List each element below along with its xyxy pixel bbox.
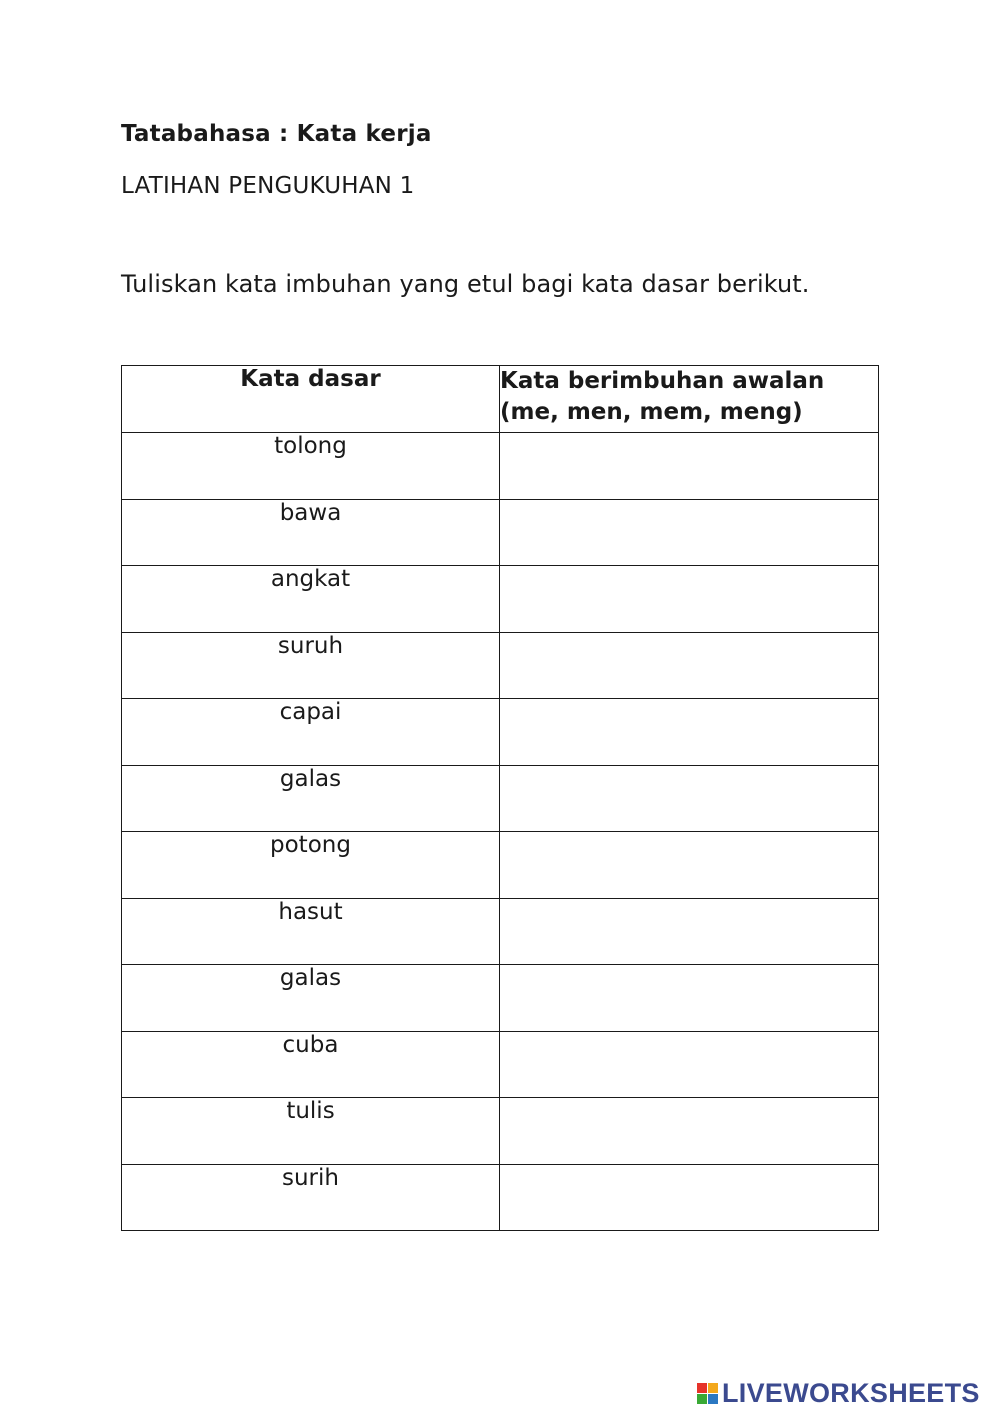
answer-input[interactable] xyxy=(500,566,878,630)
table-row xyxy=(122,1031,879,1098)
logo-block-blue xyxy=(708,1394,718,1404)
base-word-cell: galas xyxy=(122,765,500,832)
base-word-cell: surih xyxy=(122,1164,500,1231)
table-row xyxy=(122,1098,879,1165)
logo-block-red xyxy=(697,1383,707,1393)
table-row xyxy=(122,898,879,965)
base-word-cell: cuba xyxy=(122,1031,500,1098)
base-word-cell: bawa xyxy=(122,499,500,566)
table-row xyxy=(122,765,879,832)
logo-block-green xyxy=(697,1394,707,1404)
table-row xyxy=(122,632,879,699)
page-title: Tatabahasa : Kata kerja xyxy=(121,121,432,147)
instruction-text: Tuliskan kata imbuhan yang etul bagi kata dasar berikut. xyxy=(121,270,810,298)
answer-cell xyxy=(500,898,879,965)
base-word-cell: potong xyxy=(122,832,500,899)
liveworksheets-logo xyxy=(697,1378,980,1409)
answer-cell xyxy=(500,499,879,566)
base-word-cell: tolong xyxy=(122,433,500,500)
answer-cell xyxy=(500,1031,879,1098)
column-header-kata-dasar: Kata dasar xyxy=(122,366,500,433)
answer-input[interactable] xyxy=(500,500,878,564)
table-row xyxy=(122,832,879,899)
table-row xyxy=(122,499,879,566)
answer-input[interactable] xyxy=(500,965,878,1029)
table-header-row xyxy=(122,366,879,433)
answer-cell xyxy=(500,433,879,500)
base-word-cell: suruh xyxy=(122,632,500,699)
logo-block-orange xyxy=(708,1383,718,1393)
base-word-cell: angkat xyxy=(122,566,500,633)
answer-cell xyxy=(500,1098,879,1165)
answer-input[interactable] xyxy=(500,832,878,896)
table-row xyxy=(122,566,879,633)
answer-input[interactable] xyxy=(500,1032,878,1096)
answer-input[interactable] xyxy=(500,1165,878,1229)
answer-input[interactable] xyxy=(500,1098,878,1162)
worksheet-table xyxy=(121,365,879,1231)
answer-input[interactable] xyxy=(500,433,878,497)
page-subtitle: LATIHAN PENGUKUHAN 1 xyxy=(121,173,415,199)
base-word-cell: galas xyxy=(122,965,500,1032)
answer-input[interactable] xyxy=(500,699,878,763)
answer-input[interactable] xyxy=(500,766,878,830)
base-word-cell: capai xyxy=(122,699,500,766)
answer-input[interactable] xyxy=(500,899,878,963)
table-row xyxy=(122,699,879,766)
table-row xyxy=(122,965,879,1032)
answer-input[interactable] xyxy=(500,633,878,697)
answer-cell xyxy=(500,1164,879,1231)
base-word-cell: hasut xyxy=(122,898,500,965)
column-header-kata-berimbuhan xyxy=(500,366,879,433)
logo-mark-icon xyxy=(697,1383,718,1404)
answer-cell xyxy=(500,699,879,766)
answer-cell xyxy=(500,965,879,1032)
table-row xyxy=(122,433,879,500)
answer-cell xyxy=(500,832,879,899)
answer-cell xyxy=(500,566,879,633)
table-row xyxy=(122,1164,879,1231)
logo-text: LIVEWORKSHEETS xyxy=(722,1378,980,1408)
answer-cell xyxy=(500,765,879,832)
column-header-line-2: (me, men, mem, meng) xyxy=(500,399,803,425)
answer-cell xyxy=(500,632,879,699)
column-header-line-1: Kata berimbuhan awalan xyxy=(500,368,825,394)
base-word-cell: tulis xyxy=(122,1098,500,1165)
